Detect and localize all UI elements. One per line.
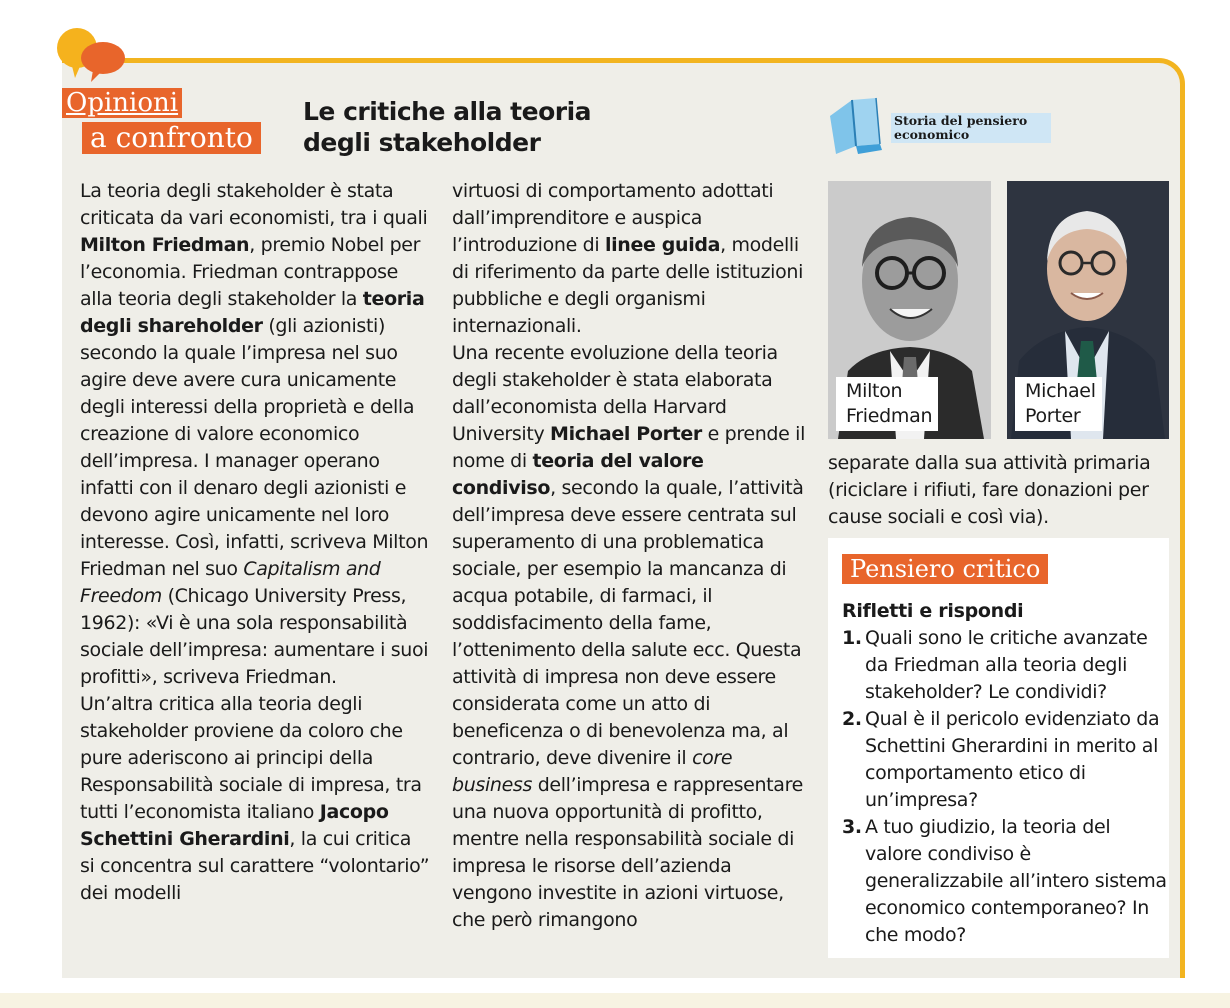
title-line2: degli stakeholder [303,128,541,157]
speech-bubbles-icon [55,28,135,84]
section-tag-line1: Opinioni [62,88,182,118]
question-item [842,625,1167,706]
category-label-line1: Storia del pensiero [894,113,1028,128]
text-run: , la cui critica si concentra sul carattere “volontario” dei modelli [80,828,430,904]
paragraph [452,178,812,340]
caption-line2: Porter [1025,405,1081,427]
text-run: (gli azionisti) secondo la quale l’impresa nel suo agire deve avere cura unicamente degli interessi della proprietà e della creazione di valore economico dell’impresa. I manager operano infatti con il denaro degli azionisti e devono agire unicamente nel loro interesse. Così, infatti, scriveva Milton Friedman nel suo [80,315,429,580]
paragraph [452,340,812,934]
bold-name: Milton Friedman [80,234,250,256]
questions-list [842,625,1167,949]
category-label-line2: economico [894,127,970,142]
pensiero-critico-box [828,538,1169,958]
italic-term: core business [452,747,733,796]
text-run: e prende il nome di [452,423,805,472]
caption-line1: Michael [1025,380,1096,402]
question-number: 3. [842,816,862,838]
page-bottom-band [0,993,1230,1008]
text-run: dell’impresa e rappresentare una nuova opportunità di profitto, mentre nella responsabilità sociale di impresa le risorse dell’azienda vengono investite in azioni virtuose, che però rimangono [452,774,803,931]
bold-name: Jacopo Schettini Gherardini [80,801,389,850]
paragraph: separate dalla sua attività primaria (riciclare i rifiuti, fare donazioni per cause sociali e così via). [828,452,1151,528]
text-run: La teoria degli stakeholder è stata criticata da vari economisti, tra i quali [80,180,428,229]
caption-line1: Milton [846,380,903,402]
question-text: Quali sono le critiche avanzate da Friedman alla teoria degli stakeholder? Le condividi? [865,627,1148,703]
title-line1: Le critiche alla teoria [303,97,592,126]
question-text: Qual è il pericolo evidenziato da Schettini Gherardini in merito al comportamento etico di un’impresa? [865,708,1160,811]
bold-term: teoria degli shareholder [80,288,425,337]
questions-heading: Rifletti e rispondi [842,600,1024,622]
pensiero-critico-tag: Pensiero critico [842,554,1048,584]
question-number: 1. [842,627,862,649]
text-run: Una recente evoluzione della teoria degli stakeholder è stata elaborata dall’economista della Harvard University [452,342,778,445]
article-column-1 [80,178,430,907]
question-number: 2. [842,708,862,730]
bold-term: teoria del valore condiviso [452,450,704,499]
bold-name: Michael Porter [550,423,702,445]
article-column-2 [452,178,812,934]
photo-milton-friedman [828,181,991,439]
text-run: , modelli di riferimento da parte delle istituzioni pubbliche e degli organismi internazionali. [452,234,804,337]
text-run: , secondo la quale, l’attività dell’impresa deve essere centrata sul superamento di una problematica sociale, per esempio la mancanza di acqua potabile, di farmaci, il soddisfacimento della fame, l’ottenimento della salute ecc. Questa attività di impresa non deve essere considerata come un atto di beneficenza o di benevolenza ma, al contrario, deve divenire il [452,477,804,769]
photo-michael-porter [1007,181,1169,439]
page-title [303,96,591,158]
caption-line2: Friedman [846,405,933,427]
text-run: (Chicago University Press, 1962): «Vi è una sola responsabilità sociale dell’impresa: aumentare i suoi profitti», scriveva Friedman. [80,585,429,688]
paragraph [80,691,430,907]
paragraph [80,178,430,691]
question-item [842,706,1167,814]
text-run: virtuosi di comportamento adottati dall’imprenditore e auspica l’introduzione di [452,180,774,256]
question-text: A tuo giudizio, la teoria del valore condiviso è generalizzabile all’intero sistema economico contemporaneo? In che modo? [865,816,1167,946]
section-tag-line2: a confronto [82,122,261,154]
book-title: Capitalism and Freedom [80,558,381,607]
book-icon [826,94,886,158]
bold-term: linee guida [604,234,721,256]
text-run: Un’altra critica alla teoria degli stakeholder proviene da coloro che pure aderiscono ai principi della Responsabilità sociale di impresa, tra tutti l’economista italiano [80,693,422,823]
question-item [842,814,1167,949]
photo-caption [1015,377,1102,431]
category-label [891,113,1051,143]
photo-caption [836,377,938,431]
text-run: , premio Nobel per l’economia. Friedman contrappose alla teoria degli stakeholder la [80,234,421,310]
article-column-3 [828,450,1178,531]
